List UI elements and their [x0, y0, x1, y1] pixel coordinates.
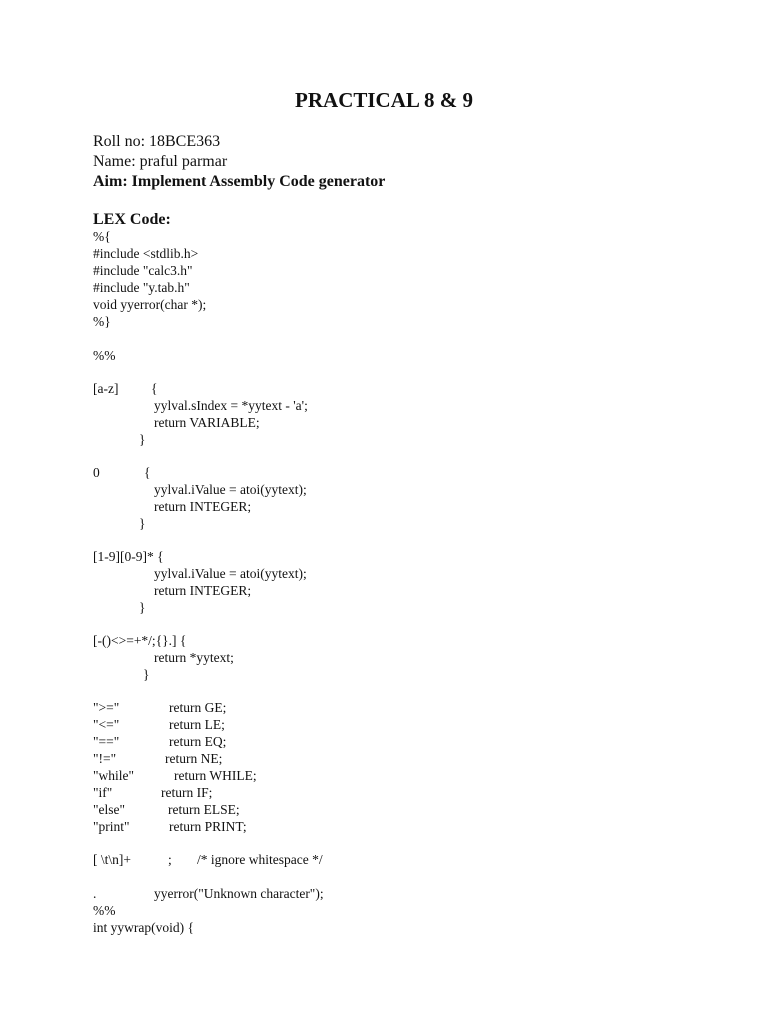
code-line: return WHILE;: [174, 768, 257, 783]
code-line: }: [139, 432, 146, 447]
code-line: yylval.iValue = atoi(yytext);: [154, 482, 307, 497]
code-line: "<=": [93, 717, 120, 732]
code-line: return ELSE;: [168, 802, 240, 817]
roll-number: Roll no: 18BCE363: [93, 133, 221, 150]
section-heading: LEX Code:: [93, 211, 171, 228]
code-line: {: [144, 465, 151, 480]
code-line: return INTEGER;: [154, 583, 252, 598]
code-line: yylval.iValue = atoi(yytext);: [154, 566, 307, 581]
code-line: }: [143, 667, 150, 682]
code-line: return LE;: [169, 717, 225, 732]
code-line: [ \t\n]+: [93, 852, 131, 867]
code-line: ;: [168, 852, 172, 867]
student-name: Name: praful parmar: [93, 153, 228, 170]
code-line: [1-9][0-9]* {: [93, 549, 164, 564]
code-line: [-()<>=+*/;{}.] {: [93, 633, 187, 648]
code-line: return EQ;: [169, 734, 227, 749]
code-line: 0: [93, 465, 100, 480]
code-line: "==": [93, 734, 120, 749]
code-line: return IF;: [161, 785, 213, 800]
code-line: "!=": [93, 751, 117, 766]
code-line: #include "y.tab.h": [93, 280, 190, 295]
code-line: "while": [93, 768, 135, 783]
code-line: "else": [93, 802, 126, 817]
code-line: #include "calc3.h": [93, 263, 193, 278]
code-line: #include <stdlib.h>: [93, 246, 199, 261]
code-line: ">=": [93, 700, 120, 715]
code-line: }: [139, 600, 146, 615]
code-line: %{: [93, 229, 111, 244]
code-line: [a-z]: [93, 381, 119, 396]
code-line: return INTEGER;: [154, 499, 252, 514]
code-line: %%: [93, 903, 116, 918]
code-line: {: [151, 381, 158, 396]
code-line: %}: [93, 314, 111, 329]
page-title: PRACTICAL 8 & 9: [295, 88, 473, 112]
code-line: .: [93, 886, 97, 901]
aim-statement: Aim: Implement Assembly Code generator: [93, 173, 386, 190]
code-line: "if": [93, 785, 113, 800]
code-line: void yyerror(char *);: [93, 297, 207, 312]
code-line: %%: [93, 348, 116, 363]
code-line: int yywrap(void) {: [93, 920, 194, 935]
code-line: return VARIABLE;: [154, 415, 260, 430]
code-line: yyerror("Unknown character");: [154, 886, 324, 901]
code-line: yylval.sIndex = *yytext - 'a';: [154, 398, 308, 413]
code-line: return *yytext;: [154, 650, 234, 665]
code-line: "print": [93, 819, 130, 834]
code-line: return PRINT;: [169, 819, 247, 834]
code-line: }: [139, 516, 146, 531]
code-line: return GE;: [169, 700, 227, 715]
code-line: /* ignore whitespace */: [197, 852, 323, 867]
code-line: return NE;: [165, 751, 223, 766]
